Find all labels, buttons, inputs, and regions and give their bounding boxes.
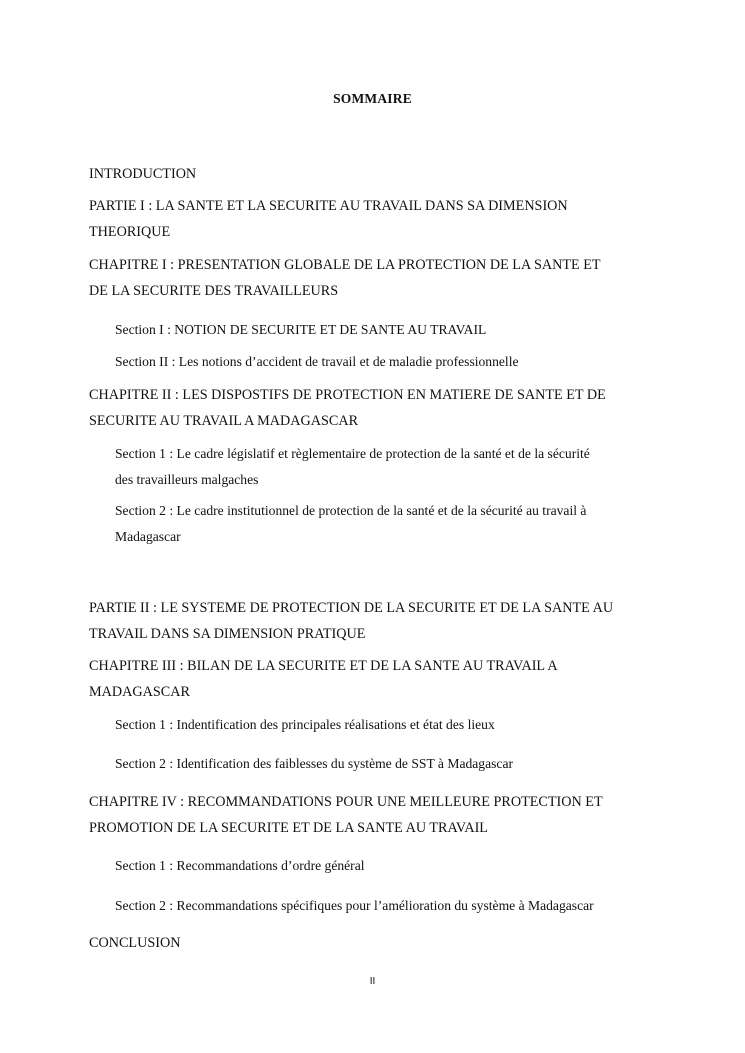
toc-heading-line: CHAPITRE II : LES DISPOSTIFS DE PROTECTION EN MATIERE DE SANTE ET DE — [89, 387, 606, 403]
toc-heading-line: DE LA SECURITE DES TRAVAILLEURS — [89, 283, 339, 299]
toc-heading-line: SECURITE AU TRAVAIL A MADAGASCAR — [89, 413, 359, 429]
toc-section-line: Section 2 : Recommandations spécifiques pour l’amélioration du système à Madagascar — [115, 898, 594, 913]
toc-section-line: Section I : NOTION DE SECURITE ET DE SANTE AU TRAVAIL — [115, 322, 487, 337]
toc-heading-line: THEORIQUE — [89, 224, 171, 240]
toc-heading-line: CONCLUSION — [89, 935, 181, 951]
toc-heading-line: PARTIE I : LA SANTE ET LA SECURITE AU TRAVAIL DANS SA DIMENSION — [89, 198, 568, 214]
toc-heading-line: CHAPITRE I : PRESENTATION GLOBALE DE LA PROTECTION DE LA SANTE ET — [89, 257, 601, 273]
toc-heading-line: PARTIE II : LE SYSTEME DE PROTECTION DE LA SECURITE ET DE LA SANTE AU — [89, 600, 614, 616]
toc-section-line: Section 1 : Recommandations d’ordre général — [115, 858, 365, 873]
page-title: SOMMAIRE — [333, 91, 412, 106]
toc-section-line: Section 1 : Indentification des principales réalisations et état des lieux — [115, 717, 495, 732]
toc-heading-line: CHAPITRE IV : RECOMMANDATIONS POUR UNE MEILLEURE PROTECTION ET — [89, 794, 603, 810]
toc-heading-line: CHAPITRE III : BILAN DE LA SECURITE ET DE LA SANTE AU TRAVAIL A — [89, 658, 558, 674]
toc-heading-line: INTRODUCTION — [89, 166, 197, 182]
toc-section-line: Section 1 : Le cadre législatif et règlementaire de protection de la santé et de la sécurité — [115, 446, 590, 461]
toc-section-line: des travailleurs malgaches — [115, 472, 259, 487]
toc-section-line: Madagascar — [115, 529, 181, 544]
toc-heading-line: PROMOTION DE LA SECURITE ET DE LA SANTE AU TRAVAIL — [89, 820, 488, 836]
toc-section-line: Section 2 : Identification des faiblesses du système de SST à Madagascar — [115, 756, 514, 771]
page-number: II — [369, 976, 376, 987]
toc-section-line: Section 2 : Le cadre institutionnel de protection de la santé et de la sécurité au travail à — [115, 503, 587, 518]
toc-heading-line: MADAGASCAR — [89, 684, 190, 700]
toc-section-line: Section II : Les notions d’accident de travail et de maladie professionnelle — [115, 354, 519, 369]
toc-heading-line: TRAVAIL DANS SA DIMENSION PRATIQUE — [89, 626, 366, 642]
